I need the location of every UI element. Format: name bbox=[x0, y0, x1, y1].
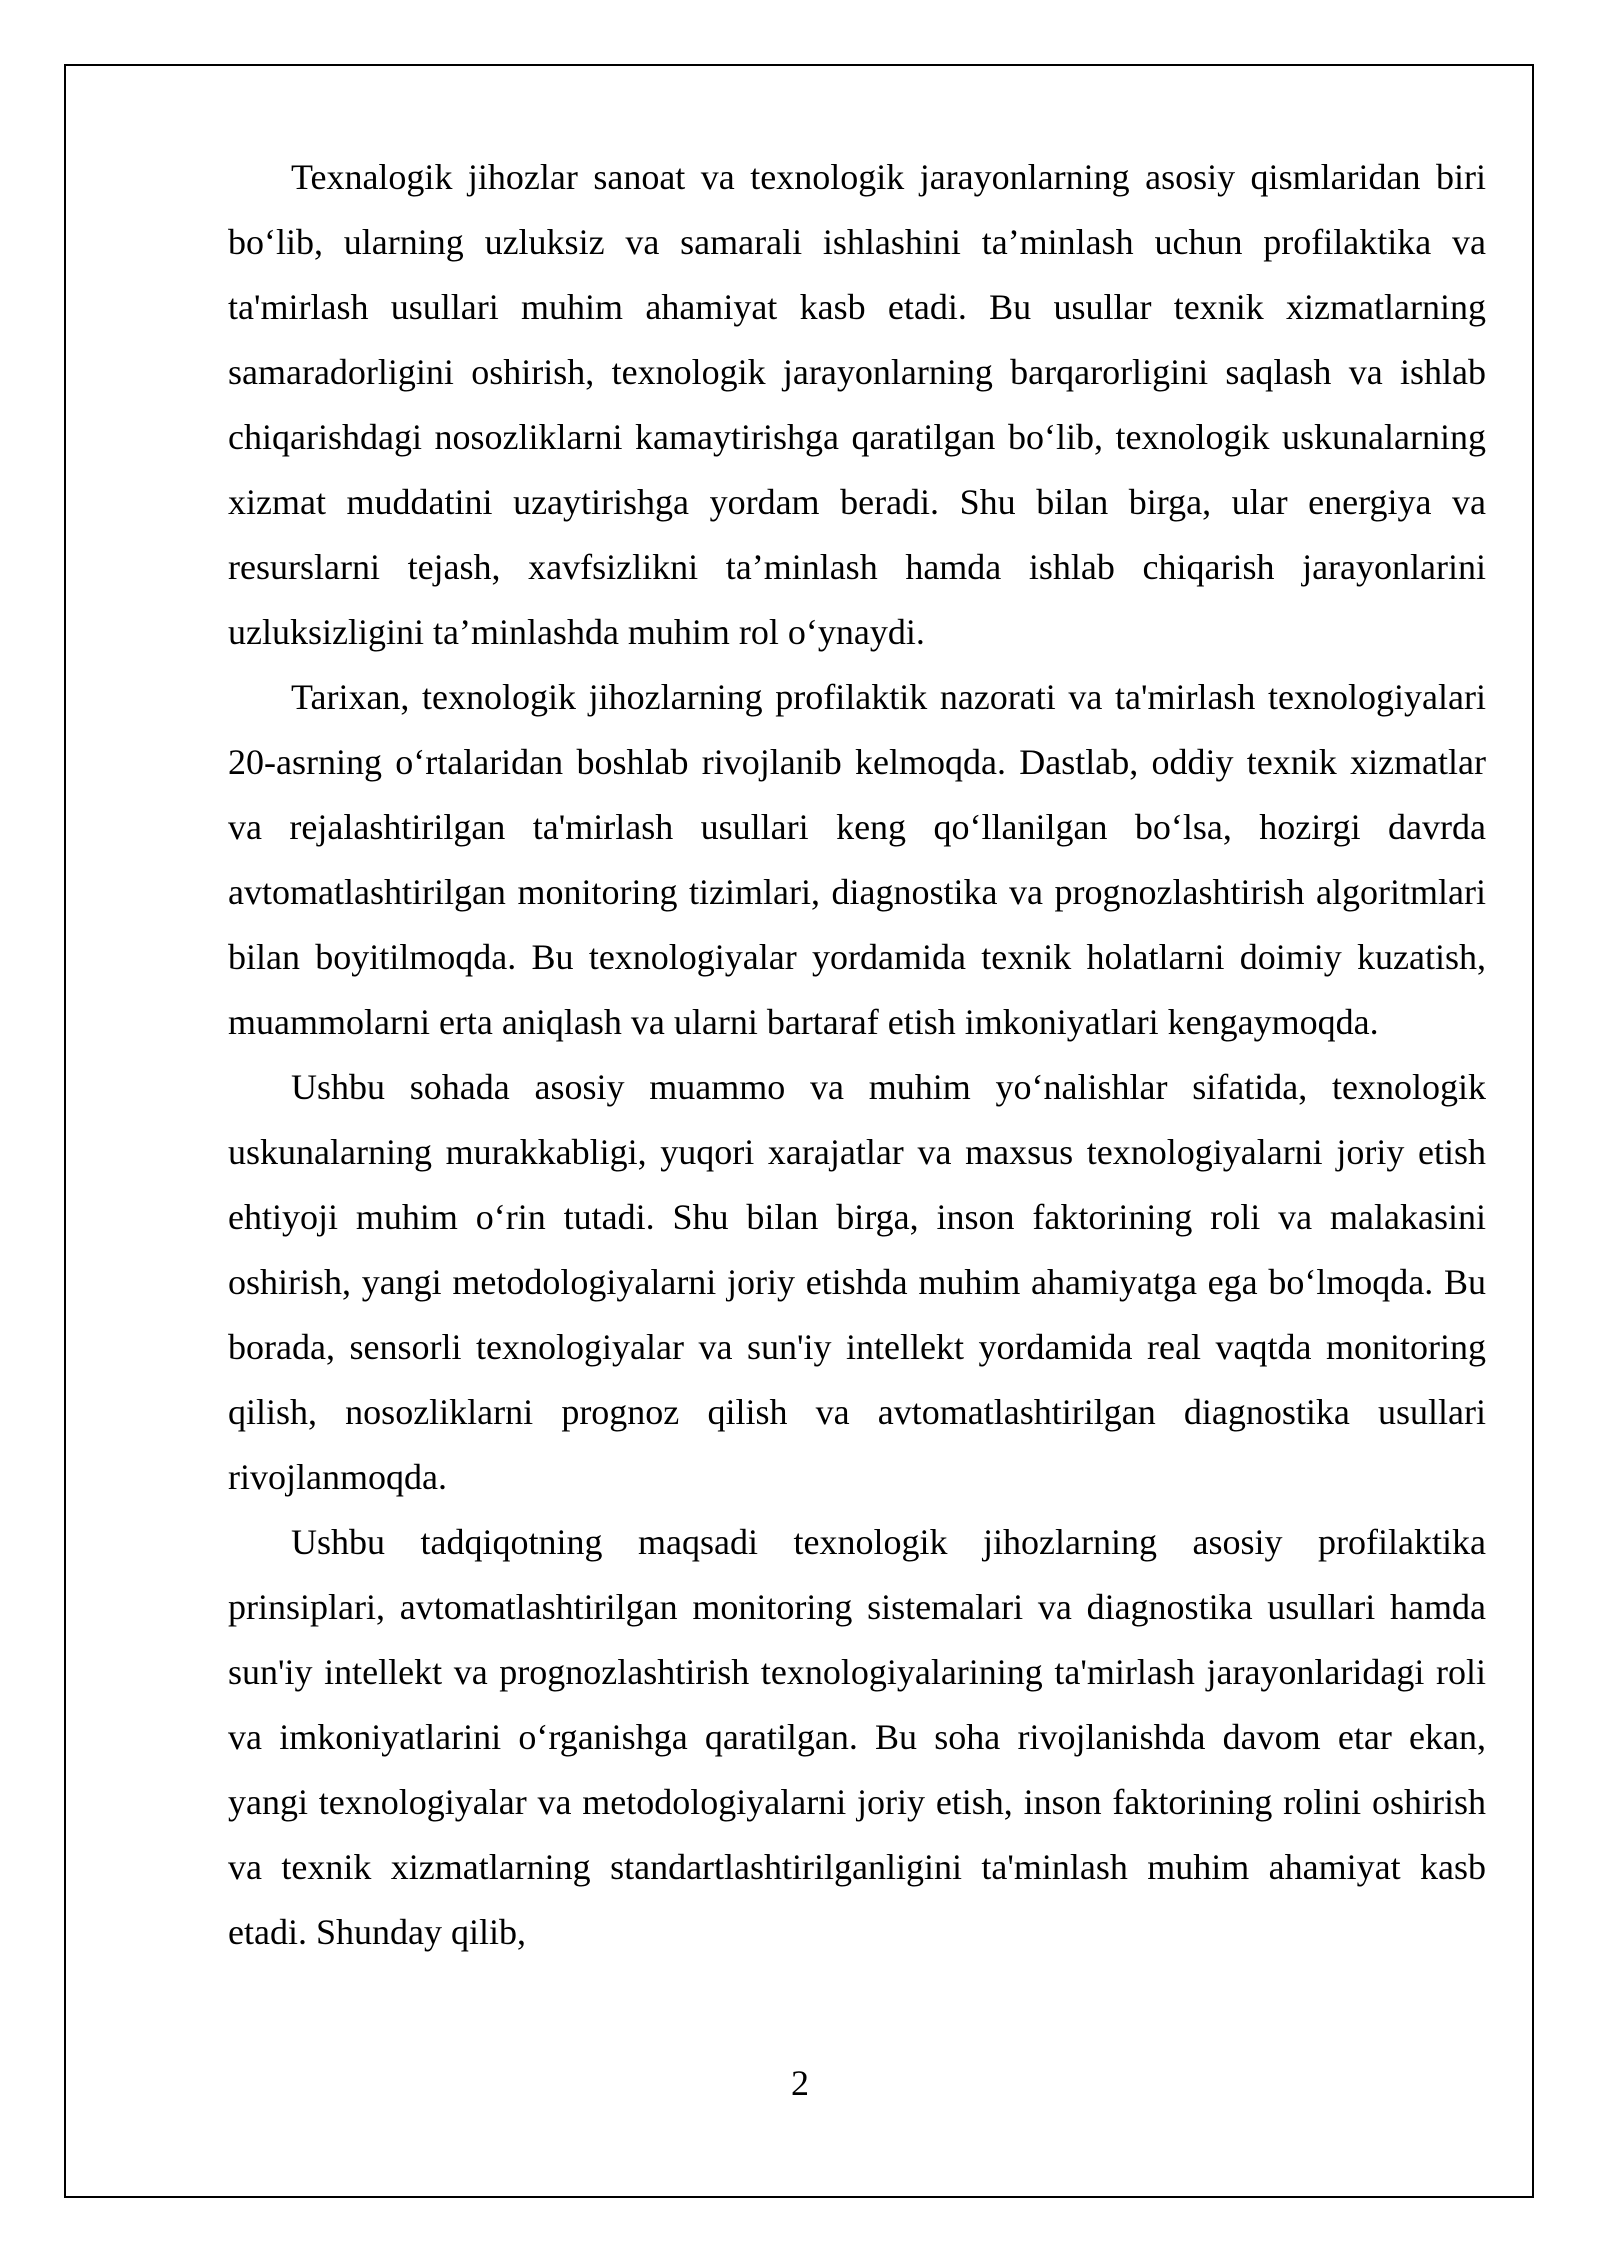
paragraph: Texnalogik jihozlar sanoat va texnologik jarayonlarning asosiy qismlaridan biri bo‘lib, ularning uzluksiz va samarali ishlashini ta’minlash uchun profilaktika va ta'mirlash usullari muhim ahamiyat kasb etadi. Bu usullar texnik xizmatlarning samaradorligini oshirish, texnologik jarayonlarning barqarorligini saqlash va ishlab chiqarishdagi nosozliklarni kamaytirishga qaratilgan bo‘lib, texnologik uskunalarning xizmat muddatini uzaytirishga yordam beradi. Shu bilan birga, ular energiya va resurslarni tejash, xavfsizlikni ta’minlash hamda ishlab chiqarish jarayonlarini uzluksizligini ta’minlashda muhim rol o‘ynaydi. bbox=[228, 157, 1486, 652]
paragraph: Tarixan, texnologik jihozlarning profilaktik nazorati va ta'mirlash texnologiyalari 20-asrning o‘rtalaridan boshlab rivojlanib kelmoqda. Dastlab, oddiy texnik xizmatlar va rejalashtirilgan ta'mirlash usullari keng qo‘llanilgan bo‘lsa, hozirgi davrda avtomatlashtirilgan monitoring tizimlari, diagnostika va prognozlashtirish algoritmlari bilan boyitilmoqda. Bu texnologiyalar yordamida texnik holatlarni doimiy kuzatish, muammolarni erta aniqlash va ularni bartaraf etish imkoniyatlari kengaymoqda. bbox=[228, 677, 1486, 1042]
paragraph: Ushbu sohada asosiy muammo va muhim yo‘nalishlar sifatida, texnologik uskunalarning murakkabligi, yuqori xarajatlar va maxsus texnologiyalarni joriy etish ehtiyoji muhim o‘rin tutadi. Shu bilan birga, inson faktorining roli va malakasini oshirish, yangi metodologiyalarni joriy etishda muhim ahamiyatga ega bo‘lmoqda. Bu borada, sensorli texnologiyalar va sun'iy intellekt yordamida real vaqtda monitoring qilish, nosozliklarni prognoz qilish va avtomatlashtirilgan diagnostika usullari rivojlanmoqda. bbox=[228, 1067, 1486, 1497]
document-body bbox=[228, 145, 1486, 1965]
paragraph: Ushbu tadqiqotning maqsadi texnologik jihozlarning asosiy profilaktika prinsiplari, avtomatlashtirilgan monitoring sistemalari va diagnostika usullari hamda sun'iy intellekt va prognozlashtirish texnologiyalarining ta'mirlash jarayonlaridagi roli va imkoniyatlarini o‘rganishga qaratilgan. Bu soha rivojlanishda davom etar ekan, yangi texnologiyalar va metodologiyalarni joriy etish, inson faktorining rolini oshirish va texnik xizmatlarning standartlashtirilganligini ta'minlash muhim ahamiyat kasb etadi. Shunday qilib, bbox=[228, 1522, 1486, 1952]
page-number: 2 bbox=[791, 2063, 809, 2103]
